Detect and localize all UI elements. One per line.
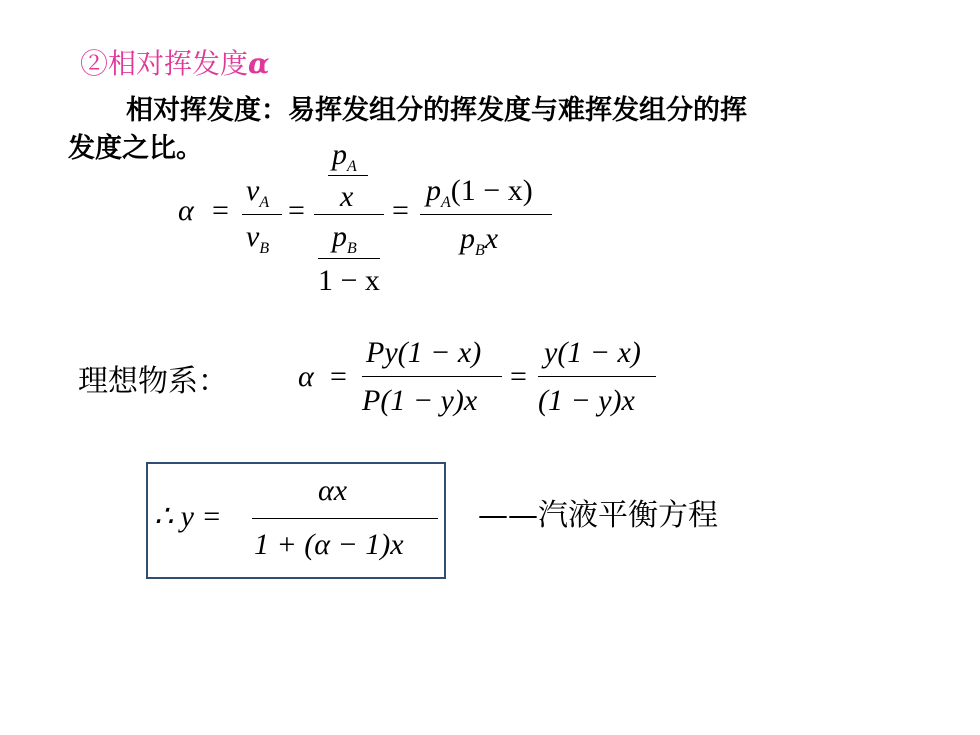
heading-text: 相对挥发度 (108, 47, 249, 80)
section-heading (80, 42, 270, 82)
therefore-y: ∴ y = (154, 500, 222, 533)
equals-sign-5: = (510, 360, 527, 393)
ideal-numerator-2: y(1 − x) (544, 336, 641, 369)
inner-fraction-bar-2 (318, 258, 380, 259)
equals-sign-3: = (392, 194, 409, 227)
result-denominator: 1 + (α − 1)x (254, 528, 404, 561)
vle-equation-box (146, 462, 446, 579)
rhs-fraction-bar (420, 214, 552, 215)
definition-text (68, 92, 908, 168)
equals-sign-2: = (288, 194, 305, 227)
ideal-fraction-bar-1 (362, 376, 502, 377)
equals-sign-4: = (330, 360, 347, 393)
result-numerator: αx (318, 474, 348, 507)
heading-symbol: α (248, 47, 270, 80)
definition-line-1: 相对挥发度：易挥发组分的挥发度与难挥发组分的挥 (126, 95, 747, 126)
ideal-denominator-2: (1 − y)x (538, 384, 635, 417)
x-var: x (340, 180, 354, 213)
equals-sign: = (212, 194, 229, 227)
alpha-symbol-2: α (298, 360, 314, 393)
nu-b: $\nu_B$ (246, 220, 270, 257)
rhs-numerator: $p_A(1 - x)$ (426, 174, 533, 211)
ideal-numerator-1: Py(1 − x) (366, 336, 482, 369)
result-fraction-bar (252, 518, 438, 519)
inner-fraction-bar (328, 175, 368, 176)
definition-line-2: 发度之比。 (68, 133, 203, 164)
rhs-denominator: $p_Bx$ (460, 222, 499, 259)
ideal-denominator-1: P(1 − y)x (362, 384, 478, 417)
fraction-bar (242, 214, 282, 215)
nu-a: $\nu_A$ (246, 174, 270, 211)
p-a: $p_A$ (332, 138, 357, 175)
ideal-system-label: 理想物系： (78, 364, 228, 399)
one-minus-x: 1 − x (318, 264, 380, 297)
ideal-fraction-bar-2 (538, 376, 656, 377)
alpha-symbol: α (178, 194, 194, 227)
heading-number: ② (80, 47, 109, 80)
p-b: $p_B$ (332, 220, 357, 257)
equation-name: ——汽液平衡方程 (478, 498, 718, 533)
main-fraction-bar (314, 214, 384, 215)
